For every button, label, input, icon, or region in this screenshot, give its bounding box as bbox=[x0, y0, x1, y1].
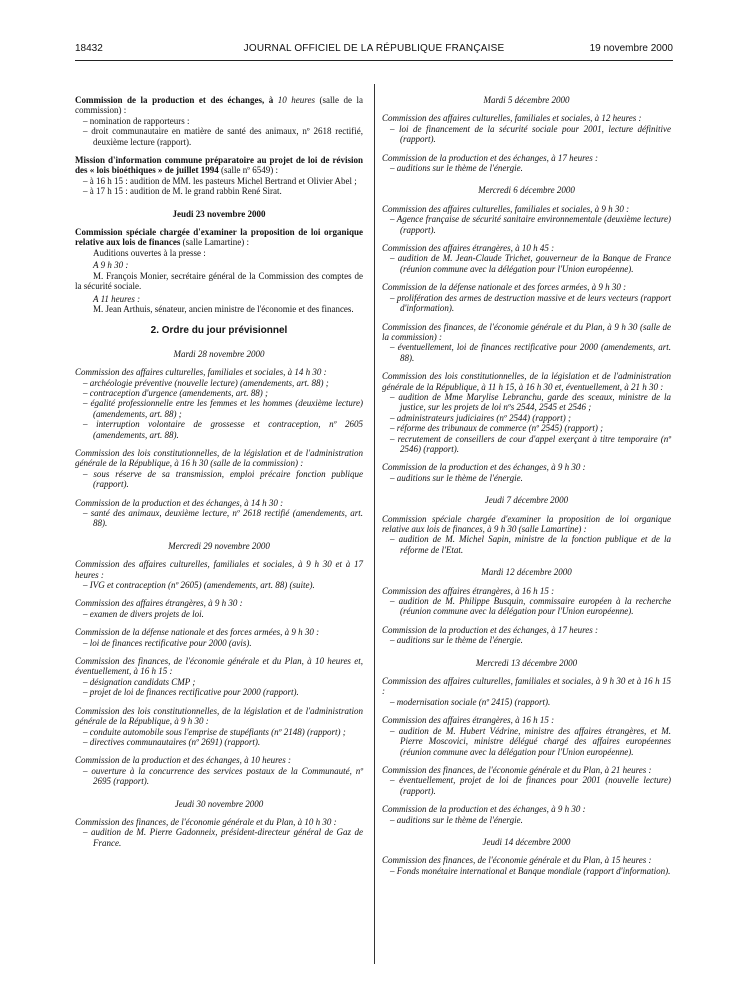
committee-title: Commission des lois constitutionnelles, de la législation et de l'administration générale de la République, à 9 h 30 : bbox=[75, 705, 363, 727]
day-heading: Jeudi 23 novembre 2000 bbox=[172, 208, 266, 219]
day-heading: Mercredi 6 décembre 2000 bbox=[478, 185, 575, 196]
agenda-item: – réforme des tribunaux de commerce (nº 2545) (rapport) ; bbox=[390, 423, 604, 434]
agenda-item: – directives communautaires (nº 2691) (rapport). bbox=[83, 736, 261, 747]
agenda-block bbox=[382, 371, 671, 454]
committee-title: Commission des affaires culturelles, familiales et sociales, à 9 h 30 : bbox=[382, 203, 630, 214]
agenda-item: – contraception d'urgence (amendements, art. 88) ; bbox=[83, 387, 269, 398]
agenda-item: – modernisation sociale (nº 2415) (rapport). bbox=[390, 696, 551, 707]
agenda-item: – examen de divers projets de loi. bbox=[83, 608, 204, 619]
agenda-item: – audition de M. Jean-Claude Trichet, gouverneur de la Banque de France (réunion commune avec la délégation pour l'Union européenne). bbox=[390, 253, 671, 274]
agenda-block bbox=[382, 204, 671, 235]
agenda-block bbox=[382, 586, 671, 617]
committee-title: Commission des affaires étrangères, à 16 h 15 : bbox=[382, 715, 555, 726]
day-heading: Jeudi 30 novembre 2000 bbox=[174, 798, 264, 809]
committee-title: Commission des finances, de l'économie générale et du Plan, à 10 heures et, éventuellement, à 16 h 15 : bbox=[75, 656, 363, 677]
meeting-time: A 11 heures : bbox=[93, 293, 141, 304]
committee-title: Commission des affaires culturelles, familiales et sociales, à 9 h 30 et à 17 heures : bbox=[75, 559, 363, 580]
meeting-time: 10 heures bbox=[277, 95, 315, 105]
agenda-item: – éventuellement, projet de loi de finances pour 2001 (nouvelle lecture) (rapport). bbox=[390, 775, 671, 796]
meeting-time: A 9 h 30 : bbox=[93, 260, 129, 271]
committee-title: Commission des affaires étrangères, à 16 h 15 : bbox=[382, 585, 555, 596]
committee-title: Commission de la production et des échanges, à 9 h 30 : bbox=[382, 804, 586, 815]
committee-title: Commission de la production et des échanges, à 17 heures : bbox=[382, 152, 599, 163]
agenda-item: – loi de financement de la sécurité sociale pour 2001, lecture définitive (rapport). bbox=[390, 123, 671, 145]
agenda-block bbox=[382, 153, 671, 174]
agenda-block bbox=[75, 598, 363, 619]
agenda-item: – à 17 h 15 : audition de M. le grand rabbin René Sirat. bbox=[83, 186, 282, 197]
committee-title: Commission spéciale chargée d'examiner la proposition de loi organique relative aux lois de finances bbox=[75, 227, 363, 248]
agenda-item: – égalité professionnelle entre les femmes et les hommes (deuxième lecture) (amendements, art. 88) ; bbox=[83, 398, 363, 419]
agenda-item: – interruption volontaire de grossesse et contraception, nº 2605 (amendements, art. 88). bbox=[83, 419, 363, 440]
agenda-item: – nomination de rapporteurs : bbox=[83, 115, 190, 126]
committee-title: Commission des affaires culturelles, familiales et sociales, à 9 h 30 et à 16 h 15 : bbox=[382, 676, 671, 697]
agenda-item: – prolifération des armes de destruction massive et de leurs vecteurs (rapport d'information). bbox=[390, 292, 671, 314]
meeting-room: (salle Lamartine) : bbox=[182, 237, 250, 248]
committee-title: Commission de la production et des échanges, à 14 h 30 : bbox=[75, 497, 284, 508]
agenda-block bbox=[75, 817, 363, 848]
committee-title: Commission des affaires étrangères, à 9 h 30 : bbox=[75, 598, 243, 609]
agenda-item: – IVG et contraception (nº 2605) (amendements, art. 88) (suite). bbox=[83, 580, 315, 591]
committee-title: Commission de la production et des échanges, à 17 heures : bbox=[382, 624, 599, 635]
column-divider bbox=[374, 84, 375, 964]
right-column bbox=[382, 95, 671, 876]
agenda-item: – audition de M. Hubert Védrine, ministre des affaires étrangères, et M. Pierre Moscovici, ministre délégué chargé des affaires européennes (réunion commune avec la délégation pour l'Union européenne). bbox=[390, 725, 671, 757]
agenda-block bbox=[382, 514, 671, 556]
committee-title: Commission des finances, de l'économie générale et du Plan, à 9 h 30 (salle de la commission) : bbox=[382, 321, 671, 342]
day-heading: Mardi 28 novembre 2000 bbox=[173, 348, 265, 359]
agenda-item: – administrateurs judiciaires (nº 2544) (rapport) ; bbox=[390, 412, 571, 423]
committee-title: Commission de la défense nationale et des forces armées, à 9 h 30 : bbox=[382, 282, 627, 293]
agenda-item: – Fonds monétaire international et Banque mondiale (rapport d'information). bbox=[390, 865, 671, 876]
agenda-block bbox=[75, 95, 363, 147]
issue-date: 19 novembre 2000 bbox=[589, 43, 673, 54]
committee-title: Commission des affaires étrangères, à 10 h 45 : bbox=[382, 243, 555, 254]
day-heading: Jeudi 7 décembre 2000 bbox=[484, 495, 569, 506]
agenda-item: – désignation candidats CMP ; bbox=[83, 676, 196, 687]
agenda-item: – auditions sur le thème de l'énergie. bbox=[390, 163, 523, 174]
agenda-item: – projet de loi de finances rectificative pour 2000 (rapport). bbox=[83, 687, 299, 698]
day-heading: Mercredi 13 décembre 2000 bbox=[475, 657, 578, 668]
day-heading: Jeudi 14 décembre 2000 bbox=[482, 836, 571, 847]
agenda-block bbox=[382, 322, 671, 364]
committee-title: Commission de la production et des échanges, à 10 heures : bbox=[75, 755, 292, 766]
day-heading: Mardi 12 décembre 2000 bbox=[481, 567, 572, 578]
agenda-block bbox=[382, 715, 671, 757]
agenda-item: – éventuellement, loi de finances rectificative pour 2000 (amendements, art. 88). bbox=[390, 342, 671, 363]
agenda-block bbox=[382, 282, 671, 313]
agenda-person: M. François Monier, secrétaire général de la Commission des comptes de la sécurité sociale. bbox=[75, 270, 363, 292]
committee-title: Commission des affaires culturelles, familiales et sociales, à 12 heures : bbox=[382, 113, 642, 124]
agenda-item: – audition de M. Michel Sapin, ministre de la fonction publique et de la réforme de l'Etat. bbox=[390, 534, 671, 555]
agenda-person: M. Jean Arthuis, sénateur, ancien ministre de l'économie et des finances. bbox=[93, 303, 354, 314]
agenda-block bbox=[75, 155, 363, 197]
agenda-block bbox=[75, 706, 363, 748]
agenda-block bbox=[382, 243, 671, 274]
day-heading: Mardi 5 décembre 2000 bbox=[483, 95, 570, 105]
agenda-item: – auditions sur le thème de l'énergie. bbox=[390, 472, 523, 483]
committee-title: Commission des finances, de l'économie générale et du Plan, à 10 h 30 : bbox=[75, 816, 337, 827]
committee-title: Commission des finances, de l'économie générale et du Plan, à 15 heures : bbox=[382, 855, 652, 866]
committee-title: Commission de la production et des échanges, à 9 h 30 : bbox=[382, 462, 586, 473]
agenda-block bbox=[382, 855, 671, 876]
agenda-block bbox=[75, 656, 363, 698]
agenda-item: – recrutement de conseillers de cour d'appel exerçant à titre temporaire (nº 2546) (rapport). bbox=[390, 433, 671, 454]
meeting-room: (salle de la commission) : bbox=[75, 95, 364, 116]
agenda-block bbox=[75, 755, 363, 786]
agenda-block bbox=[382, 625, 671, 646]
agenda-item: – auditions sur le thème de l'énergie. bbox=[390, 814, 523, 825]
day-heading: Mercredi 29 novembre 2000 bbox=[168, 540, 270, 551]
agenda-block bbox=[382, 804, 671, 825]
agenda-item: – santé des animaux, deuxième lecture, nº 2618 rectifié (amendements, art. 88). bbox=[83, 508, 363, 529]
agenda-item: – droit communautaire en matière de santé des animaux, nº 2618 rectifié, deuxième lecture (rapport). bbox=[83, 126, 363, 147]
agenda-block bbox=[75, 367, 363, 440]
agenda-block bbox=[382, 113, 671, 144]
committee-title: Commission des lois constitutionnelles, de la législation et de l'administration générale de la République, à 16 h 30 (salle de la commission) : bbox=[75, 447, 363, 469]
agenda-block bbox=[382, 765, 671, 796]
agenda-item: – audition de Mme Marylise Lebranchu, garde des sceaux, ministre de la justice, sur les projets de loi nºs 2544, 2545 et 2546 ; bbox=[390, 391, 671, 413]
committee-title: Commission spéciale chargée d'examiner la proposition de loi organique relative aux lois de finances, à 9 h 30 (salle Lamartine) : bbox=[382, 513, 671, 534]
committee-title: Commission des lois constitutionnelles, de la législation et de l'administration générale de la République, à 11 h 15, à 16 h 30 et, éventuellement, à 21 h 30 : bbox=[382, 371, 671, 392]
agenda-note: Auditions ouvertes à la presse : bbox=[93, 247, 206, 258]
meeting-room: (salle nº 6549) : bbox=[221, 165, 279, 176]
agenda-item: – sous réserve de sa transmission, emploi précaire fonction publique (rapport). bbox=[83, 468, 363, 490]
agenda-block bbox=[75, 448, 363, 490]
agenda-block bbox=[75, 227, 363, 314]
agenda-item: – audition de M. Philippe Busquin, commissaire européen à la recherche (réunion commune avec la délégation pour l'Union européenne). bbox=[390, 596, 671, 617]
agenda-item: – conduite automobile sous l'emprise de stupéfiants (nº 2148) (rapport) ; bbox=[83, 726, 346, 737]
agenda-item: – auditions sur le thème de l'énergie. bbox=[390, 635, 523, 646]
agenda-block bbox=[75, 627, 363, 648]
section-title: 2. Ordre du jour prévisionnel bbox=[150, 325, 288, 337]
agenda-item: – Agence française de sécurité sanitaire environnementale (deuxième lecture) (rapport). bbox=[390, 214, 671, 235]
committee-title: Commission des finances, de l'économie générale et du Plan, à 21 heures : bbox=[382, 764, 652, 775]
agenda-block bbox=[75, 559, 363, 590]
agenda-block bbox=[382, 462, 671, 483]
left-column bbox=[75, 95, 363, 848]
agenda-block bbox=[75, 498, 363, 529]
header-rule bbox=[75, 60, 673, 61]
committee-title: Mission d'information commune préparatoire au projet de loi de révision des « lois bioéthiques » de juillet 1994 bbox=[75, 155, 363, 176]
committee-title: Commission des affaires culturelles, familiales et sociales, à 14 h 30 : bbox=[75, 367, 327, 378]
agenda-item: – loi de finances rectificative pour 2000 (avis). bbox=[83, 637, 252, 648]
agenda-item: – archéologie préventive (nouvelle lecture) (amendements, art. 88) ; bbox=[83, 377, 329, 388]
agenda-item: – ouverture à la concurrence des services postaux de la Communauté, nº 2695 (rapport). bbox=[83, 765, 363, 787]
page-header bbox=[75, 43, 673, 61]
committee-title: Commission de la défense nationale et des forces armées, à 9 h 30 : bbox=[75, 627, 320, 638]
agenda-item: – audition de M. Pierre Gadonneix, président-directeur général de Gaz de France. bbox=[83, 827, 363, 848]
journal-title: JOURNAL OFFICIEL DE LA RÉPUBLIQUE FRANÇAISE bbox=[243, 43, 505, 54]
agenda-block bbox=[382, 676, 671, 707]
page-number: 18432 bbox=[75, 43, 103, 54]
agenda-item: – à 16 h 15 : audition de MM. les pasteurs Michel Bertrand et Olivier Abel ; bbox=[83, 175, 357, 186]
committee-title: Commission de la production et des échanges, à bbox=[75, 95, 274, 105]
